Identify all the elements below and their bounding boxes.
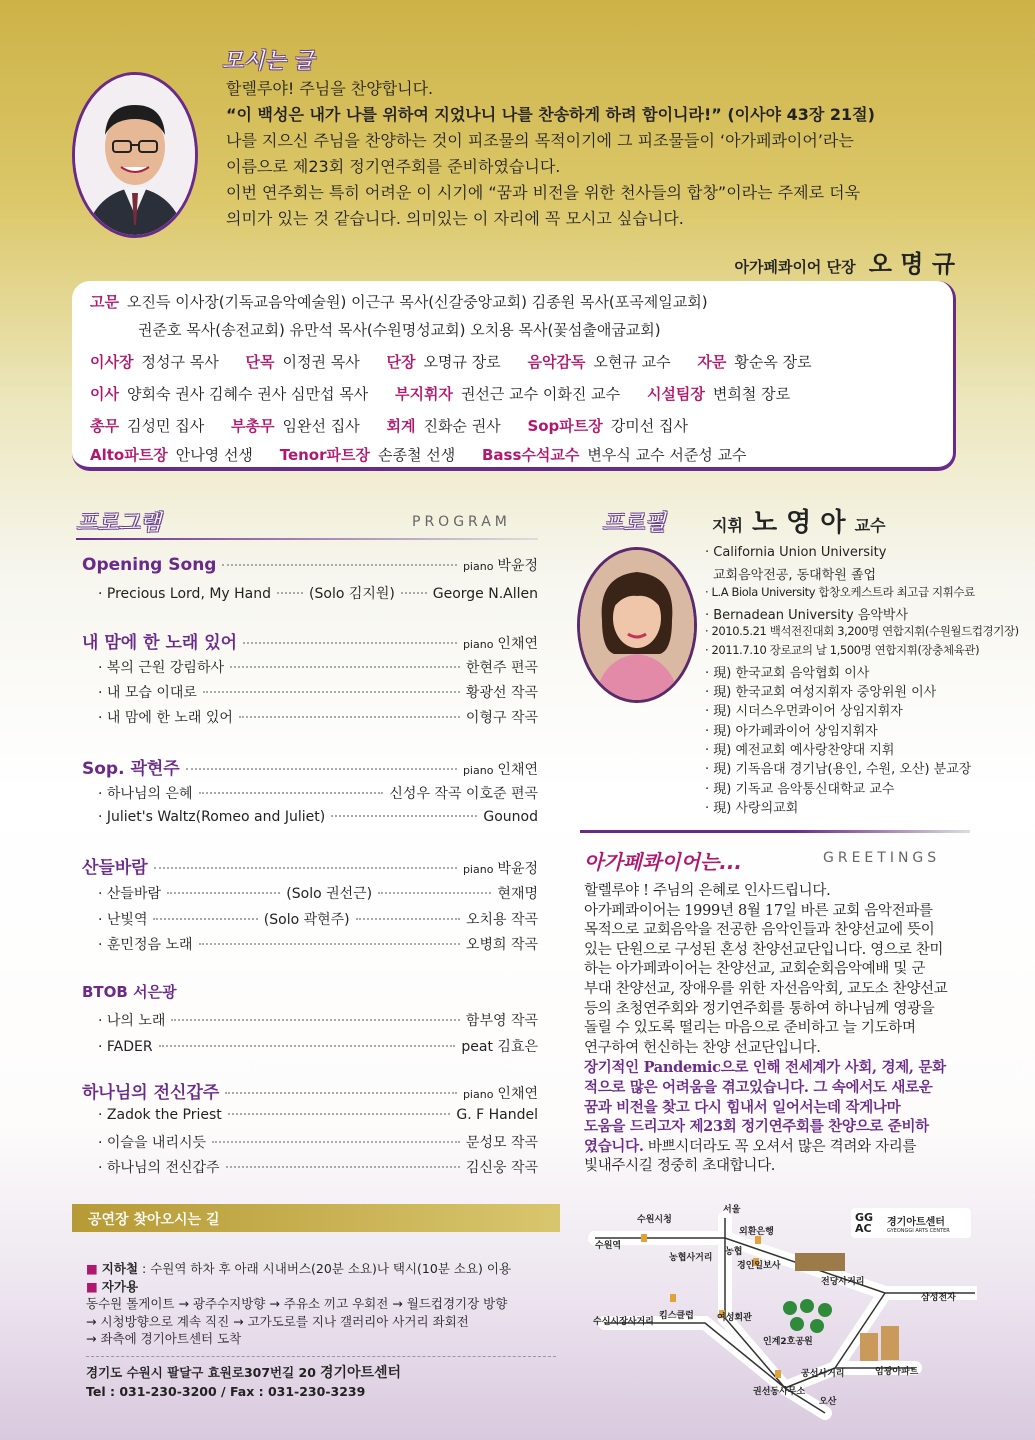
staff-names: 안나영 선생 bbox=[175, 446, 253, 464]
location-map bbox=[585, 1198, 977, 1420]
map-label: 외환은행 bbox=[739, 1227, 774, 1237]
map-label: 권선동사무소 bbox=[753, 1387, 806, 1397]
car-route: → 시청방향으로 계속 직진 → 고가도로를 지나 갤러리아 사거리 좌회전 bbox=[86, 1313, 469, 1329]
staff-names: 황순옥 장로 bbox=[734, 353, 812, 371]
address-text: 경기도 수원시 팔달구 효원로307번길 20 bbox=[86, 1365, 316, 1380]
piece-title: · 복의 근원 강림하사 bbox=[98, 660, 224, 676]
staff-names: 진화순 권사 bbox=[423, 417, 501, 435]
map-label: 인계2호공원 bbox=[763, 1337, 813, 1347]
directions-text bbox=[86, 1260, 566, 1348]
program-item bbox=[98, 783, 538, 803]
staff-row bbox=[90, 415, 688, 436]
greeting-signature bbox=[734, 244, 955, 279]
staff-role: 단장 bbox=[386, 353, 416, 371]
logo-text: 경기아트센터 bbox=[887, 1216, 945, 1228]
subway-text: : 수원역 하차 후 아래 시내버스(20분 소요)나 택시(10분 소요) 이용 bbox=[138, 1261, 512, 1276]
park-trees-icon bbox=[783, 1299, 832, 1333]
piece-composer: 오병희 작곡 bbox=[465, 937, 538, 953]
map-label: 경인일보사 bbox=[737, 1261, 781, 1271]
section-title: 산들바람 bbox=[82, 858, 148, 878]
staff-names: 임완선 집사 bbox=[282, 417, 360, 435]
profile-rule bbox=[580, 830, 970, 833]
staff-role: 부지휘자 bbox=[394, 385, 453, 403]
profile-item: · 現) 한국교회 음악협회 이사 bbox=[705, 666, 870, 681]
greeting-line: 나를 지으신 주님을 찬양하는 것이 피조물의 목적이기에 그 피조물들이 ‘아가페콰이어’라는 bbox=[226, 131, 854, 150]
map-label: 수원역 bbox=[595, 1241, 622, 1251]
program-rule bbox=[76, 538, 538, 540]
piece-soloist: (Solo 권선근) bbox=[286, 886, 373, 902]
about-highlight: 였습니다. bbox=[584, 1137, 644, 1155]
piece-composer: 이형구 작곡 bbox=[465, 710, 538, 726]
subway-line: ■ 지하철 : 수원역 하차 후 아래 시내버스(20분 소요)나 택시(10분 소요) 이용 bbox=[86, 1261, 512, 1276]
piece-title: · 훈민정음 노래 bbox=[98, 937, 193, 953]
piece-composer: 문성모 작곡 bbox=[465, 1135, 538, 1151]
map-label: 임광아파트 bbox=[875, 1367, 919, 1377]
staff-role: 고문 bbox=[90, 293, 119, 311]
staff-role: 시설팀장 bbox=[646, 385, 705, 403]
map-label: 여성회관 bbox=[717, 1313, 752, 1323]
greeting-line: 할렐루야! 주님을 찬양합니다. bbox=[226, 79, 434, 98]
instrument-label: piano bbox=[462, 560, 494, 573]
greeting-line: 이번 연주회는 특히 어려운 이 시기에 “꿈과 비전을 위한 천사들의 합창”이라는 주제로 더욱 bbox=[226, 183, 861, 202]
profile-item: · California Union University bbox=[705, 545, 887, 560]
instrument-label: piano bbox=[462, 1088, 494, 1101]
program-section bbox=[82, 1078, 538, 1103]
signature-title: 아가페콰이어 단장 bbox=[734, 258, 856, 276]
staff-names: 강미선 집사 bbox=[610, 417, 688, 435]
piece-soloist: (Solo 곽현주) bbox=[263, 912, 350, 928]
staff-names: 변희철 장로 bbox=[712, 385, 791, 403]
map-label: 공선사거리 bbox=[801, 1369, 845, 1379]
staff-list bbox=[72, 281, 956, 471]
staff-role: 부총무 bbox=[230, 417, 275, 435]
program-item bbox=[98, 707, 538, 727]
staff-names: 김성민 집사 bbox=[126, 417, 205, 435]
piece-composer: George N.Allen bbox=[432, 586, 538, 602]
program-item bbox=[98, 934, 538, 954]
program-item bbox=[98, 682, 538, 702]
piece-composer: peat 김효은 bbox=[461, 1039, 538, 1055]
performer-name: 박윤정 bbox=[497, 558, 538, 574]
profile-item: 교회음악전공, 동대학원 졸업 bbox=[713, 568, 877, 583]
instrument-label: piano bbox=[462, 863, 494, 876]
director-photo bbox=[72, 72, 198, 238]
piece-composer: 오치용 작곡 bbox=[465, 912, 539, 928]
staff-names: 변우식 교수 서준성 교수 bbox=[587, 446, 747, 464]
about-line: 하는 아가페콰이어는 찬양선교, 교회순회음악예배 및 군 bbox=[584, 961, 926, 978]
address-divider bbox=[86, 1356, 556, 1357]
piece-composer: G. F Handel bbox=[456, 1107, 538, 1123]
program-item bbox=[98, 909, 538, 929]
instrument-label: piano bbox=[462, 764, 494, 777]
program-section bbox=[82, 981, 538, 1002]
staff-role: Alto파트장 bbox=[90, 446, 168, 464]
director-portrait-icon bbox=[75, 75, 195, 235]
piece-composer: 김신웅 작곡 bbox=[465, 1160, 538, 1176]
section-title: 하나님의 전신갑주 bbox=[82, 1083, 220, 1103]
program-item bbox=[98, 1036, 538, 1056]
program-section bbox=[82, 754, 538, 779]
conductor-portrait-icon bbox=[580, 550, 694, 700]
staff-row bbox=[90, 444, 747, 465]
about-heading-en: GREETINGS bbox=[823, 850, 941, 866]
about-line: 부대 찬양선교, 장애우를 위한 자선음악회, 교도소 찬양선교 bbox=[584, 980, 948, 997]
staff-row bbox=[90, 351, 812, 372]
piece-composer: 황광선 작곡 bbox=[465, 685, 538, 701]
staff-names: 권선근 교수 이화진 교수 bbox=[460, 385, 621, 403]
piece-title: · 이슬을 내리시듯 bbox=[98, 1135, 207, 1151]
conductor-fullname: 노 영 아 bbox=[752, 508, 846, 538]
signature-name: 오 명 규 bbox=[868, 250, 955, 278]
staff-role: Bass수석교수 bbox=[481, 446, 580, 464]
map-label: 농협사거리 bbox=[669, 1253, 713, 1263]
profile-item: · 現) 예전교회 예사랑찬양대 지휘 bbox=[705, 743, 895, 758]
staff-role: 자문 bbox=[697, 353, 727, 371]
section-performer bbox=[463, 858, 538, 878]
map-label: 서울 bbox=[723, 1205, 741, 1215]
staff-role: 음악감독 bbox=[527, 353, 586, 371]
about-line: 돌릴 수 있도록 떨리는 마음으로 준비하고 늘 기도하며 bbox=[584, 1020, 916, 1037]
section-performer bbox=[463, 759, 538, 779]
logo-subtext: GYEONGGI ARTS CENTER bbox=[887, 1227, 950, 1234]
about-line: 빛내주시길 정중히 초대합니다. bbox=[584, 1158, 776, 1175]
staff-names: 오현규 교수 bbox=[593, 353, 671, 371]
piece-title: · 내 맘에 한 노래 있어 bbox=[98, 710, 233, 726]
about-heading: 아가페콰이어는... bbox=[584, 850, 743, 874]
profile-item: · 現) 사랑의교회 bbox=[705, 801, 799, 816]
piece-title: · 내 모습 이대로 bbox=[98, 685, 197, 701]
staff-role: 이사 bbox=[90, 385, 119, 403]
staff-names: 손종철 선생 bbox=[377, 446, 456, 464]
staff-row bbox=[90, 383, 790, 404]
map-label: 삼성전자 bbox=[921, 1293, 956, 1303]
profile-item: · 2010.5.21 백석전진대회 3,200명 연합지휘(수원월드컵경기장) bbox=[705, 624, 1019, 638]
about-line: 등의 초청연주회와 정기연주회를 통하여 하나님께 영광을 bbox=[584, 1000, 935, 1017]
piece-title: · 하나님의 전신갑주 bbox=[98, 1160, 220, 1176]
piece-title: · FADER bbox=[98, 1039, 153, 1055]
piece-title: · Precious Lord, My Hand bbox=[98, 586, 272, 602]
profile-heading: 프로필 bbox=[602, 511, 666, 536]
conductor-name bbox=[712, 502, 885, 539]
car-label: 자가용 bbox=[101, 1278, 139, 1294]
staff-role: 단목 bbox=[245, 353, 275, 371]
piece-title: · Zadok the Priest bbox=[98, 1107, 222, 1123]
about-line: 할렐루야 ! 주님의 은혜로 인사드립니다. bbox=[584, 883, 831, 899]
piece-composer: 현재명 bbox=[497, 886, 538, 902]
conductor-photo bbox=[577, 547, 697, 703]
section-title: 내 맘에 한 노래 있어 bbox=[82, 633, 238, 653]
program-item bbox=[98, 1010, 538, 1030]
piece-composer: 함부영 작곡 bbox=[465, 1013, 538, 1029]
program-item bbox=[98, 1157, 538, 1177]
staff-names: 오진득 이사장(기독교음악예술원) 이근구 목사(신갈중앙교회) 김종원 목사(포곡제일교회) bbox=[126, 293, 708, 311]
section-performer bbox=[463, 1083, 538, 1103]
map-label: 전당사거리 bbox=[821, 1277, 865, 1287]
profile-item: · 現) 한국교회 여성지휘자 중앙위원 이사 bbox=[705, 685, 937, 700]
staff-role: Tenor파트장 bbox=[279, 446, 370, 464]
about-line: 있는 단원으로 구성된 혼성 찬양선교단입니다. 영으로 찬미 bbox=[584, 941, 944, 958]
program-item bbox=[98, 809, 538, 825]
performer-name: 인채연 bbox=[497, 636, 538, 652]
about-text bbox=[584, 882, 976, 1177]
program-section bbox=[82, 628, 538, 653]
about-line: 아가페콰이어는 1999년 8월 17일 바른 교회 음악전파를 bbox=[584, 902, 933, 919]
piece-composer: 신성우 작곡 이호준 편곡 bbox=[389, 786, 538, 802]
staff-names: 이정권 목사 bbox=[282, 353, 360, 371]
program-heading: 프로그램 bbox=[76, 511, 162, 536]
greeting-line: 의미가 있는 것 같습니다. 의미있는 이 자리에 꼭 모시고 싶습니다. bbox=[226, 209, 684, 228]
program-item bbox=[98, 883, 538, 903]
instrument-label: piano bbox=[462, 638, 494, 651]
logo-mark-icon: GG AC bbox=[855, 1211, 874, 1235]
piece-composer: Gounod bbox=[483, 809, 538, 825]
address-block bbox=[86, 1364, 566, 1400]
profile-item: · 現) 기독교 음악통신대학교 교수 bbox=[705, 782, 895, 797]
program-item bbox=[98, 1132, 538, 1152]
staff-names: 오명규 장로 bbox=[423, 353, 501, 371]
map-label: 오산 bbox=[819, 1397, 837, 1407]
about-line: 목적으로 교회음악을 전공한 음악인들과 찬양선교에 뜻이 bbox=[584, 922, 935, 939]
profile-item: · Bernadean University 음악박사 bbox=[705, 608, 909, 623]
address-line bbox=[86, 1364, 566, 1383]
staff-names: 권준호 목사(송전교회) 유만석 목사(수원명성교회) 오치용 목사(꽃섬출애굽교회) bbox=[138, 321, 661, 339]
staff-role: 이사장 bbox=[90, 353, 134, 371]
section-title: BTOB 서은광 bbox=[82, 983, 177, 1001]
staff-row bbox=[90, 291, 708, 312]
conductor-title: 교수 bbox=[854, 516, 886, 535]
piece-title: · 산들바람 bbox=[98, 886, 161, 902]
staff-row bbox=[138, 319, 661, 340]
piece-title: · 하나님의 은혜 bbox=[98, 786, 193, 802]
staff-role: Sop파트장 bbox=[527, 417, 603, 435]
car-route: 동수원 톨게이트 → 광주수지방향 → 주유소 끼고 우회전 → 월드컵경기장 방향 bbox=[86, 1296, 508, 1311]
greeting-heading: 모시는 글 bbox=[222, 49, 315, 74]
staff-role: 총무 bbox=[90, 417, 119, 435]
section-title: Opening Song bbox=[82, 555, 217, 575]
program-item bbox=[98, 583, 538, 603]
about-line: 바쁘시더라도 꼭 오셔서 많은 격려와 자리를 bbox=[643, 1138, 917, 1155]
staff-names: 정성구 목사 bbox=[141, 353, 219, 371]
map-label: 수신시장사거리 bbox=[593, 1317, 654, 1327]
piece-title: · 난빛역 bbox=[98, 912, 148, 928]
arts-center-logo bbox=[851, 1208, 971, 1238]
performer-name: 박윤정 bbox=[497, 861, 538, 877]
staff-names: 양회숙 권사 김혜수 권사 심만섭 목사 bbox=[126, 385, 369, 403]
profile-item: · 現) 아가페콰이어 상임지휘자 bbox=[705, 724, 878, 739]
piece-title: · Juliet's Waltz(Romeo and Juliet) bbox=[98, 809, 326, 825]
section-title: Sop. 곽현주 bbox=[82, 759, 180, 779]
greeting-line: 이름으로 제23회 정기연주회를 준비하였습니다. bbox=[226, 157, 561, 176]
piece-title: · 나의 노래 bbox=[98, 1013, 166, 1029]
car-route: → 좌측에 경기아트센터 도착 bbox=[86, 1331, 242, 1346]
profile-item: · L.A Biola University 합창오케스트라 최고급 지휘수료 bbox=[705, 585, 975, 599]
piece-composer: 한현주 편곡 bbox=[465, 660, 538, 676]
greeting-text bbox=[226, 76, 966, 232]
about-highlight: 꿈과 비전을 찾고 다시 힘내서 일어서는데 작게나마 bbox=[584, 1098, 901, 1116]
profile-item: · 2011.7.10 장로교의 날 1,500명 연합지휘(장충체육관) bbox=[705, 643, 980, 657]
section-performer bbox=[463, 633, 538, 653]
subway-label: 지하철 bbox=[101, 1261, 139, 1276]
address-venue: 경기아트센터 bbox=[319, 1365, 402, 1381]
about-highlight: 적으로 많은 어려움을 겪고있습니다. 그 속에서도 새로운 bbox=[584, 1078, 933, 1096]
profile-item: · 現) 기독음대 경기남(용인, 수원, 오산) 분교장 bbox=[705, 762, 972, 777]
profile-item: · 現) 시더스우먼콰이어 상임지휘자 bbox=[705, 704, 903, 719]
map-label: 수원시청 bbox=[637, 1215, 672, 1225]
performer-name: 인채연 bbox=[497, 762, 538, 778]
conductor-role: 지휘 bbox=[712, 516, 743, 535]
map-label: 킴스클럽 bbox=[659, 1311, 694, 1321]
tel-line: Tel : 031-230-3200 / Fax : 031-230-3239 bbox=[86, 1383, 366, 1399]
program-section bbox=[82, 555, 538, 575]
greeting-scripture: “이 백성은 내가 나를 위하여 지었나니 나를 찬송하게 하려 함이니라!” (이사야 43장 21절) bbox=[226, 105, 875, 124]
program-section bbox=[82, 853, 538, 878]
program-item bbox=[98, 1107, 538, 1123]
program-heading-en: PROGRAM bbox=[412, 514, 511, 530]
arts-center-building-icon bbox=[795, 1253, 845, 1271]
piece-soloist: (Solo 김지원) bbox=[309, 586, 395, 602]
car-line: ■ 자가용 bbox=[86, 1278, 139, 1294]
map-label: 농협 bbox=[725, 1247, 743, 1257]
directions-heading: 공연장 찾아오시는 길 bbox=[88, 1212, 220, 1228]
about-highlight: 도움을 드리고자 제23회 정기연주회를 찬양으로 준비하 bbox=[584, 1118, 929, 1136]
program-item bbox=[98, 657, 538, 677]
about-highlight: 장기적인 Pandemic으로 인해 전세계가 사회, 경제, 문화 bbox=[584, 1059, 946, 1077]
performer-name: 인채연 bbox=[497, 1086, 538, 1102]
section-performer bbox=[463, 555, 538, 575]
staff-role: 회계 bbox=[386, 417, 416, 435]
about-line: 연구하여 헌신하는 찬양 선교단입니다. bbox=[584, 1039, 821, 1056]
